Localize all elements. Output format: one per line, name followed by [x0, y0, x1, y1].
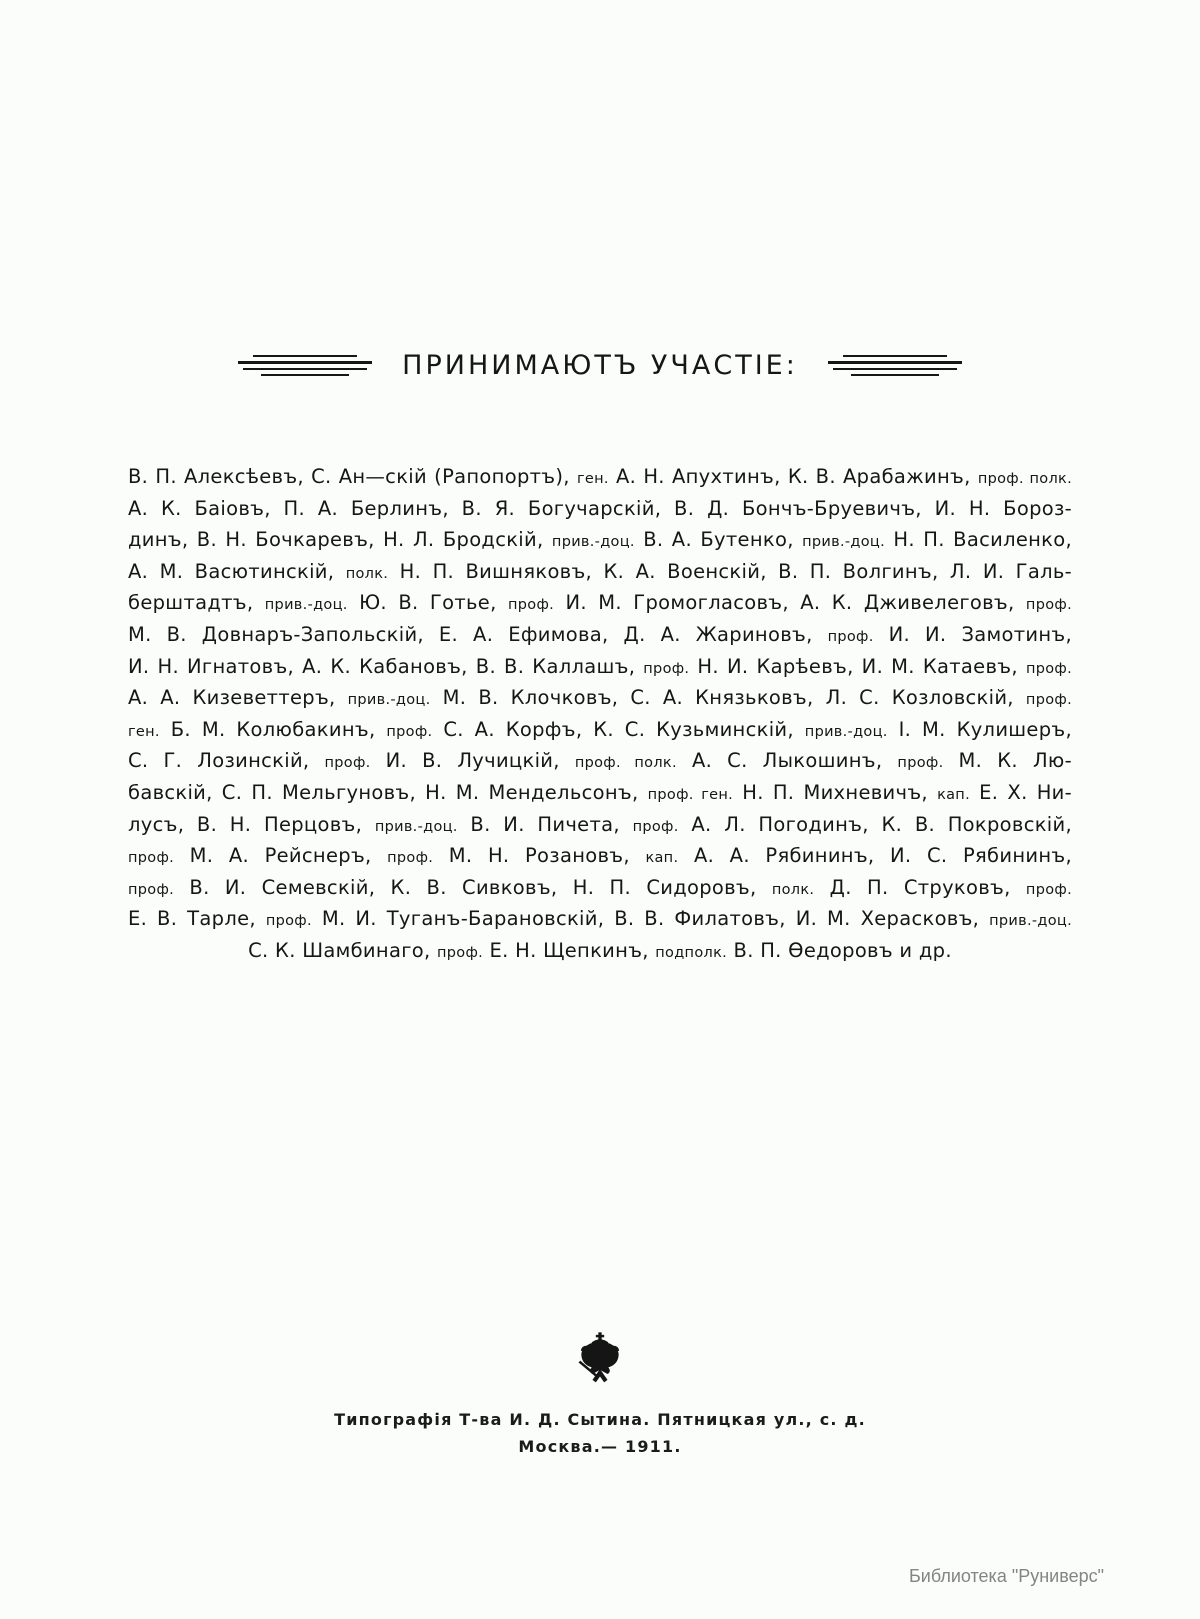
names-line-2	[128, 493, 1072, 525]
names-line-16	[128, 935, 1072, 967]
title-abbreviation: проф.	[632, 818, 679, 835]
title-abbreviation: ген.	[576, 471, 609, 487]
title-abbreviation: проф.	[387, 850, 434, 867]
names-text: берштадтъ,	[128, 591, 265, 615]
names-line-7	[128, 651, 1072, 683]
flourish-right-icon	[828, 355, 962, 376]
names-text: С. Г. Лозинскій,	[128, 749, 325, 773]
flourish-line	[843, 355, 947, 357]
names-text: Н. П. Михневичъ,	[733, 780, 938, 804]
title-abbreviation: проф.	[1025, 692, 1072, 709]
names-line-10	[128, 745, 1072, 777]
title-abbreviation: проф.	[827, 628, 874, 645]
names-text: М. Н. Розановъ,	[433, 844, 646, 868]
names-text: И. В. Лучицкій,	[370, 749, 575, 773]
names-line-14	[128, 872, 1072, 904]
title-abbreviation: прив.-доц.	[551, 534, 635, 551]
section-header	[0, 350, 1200, 381]
names-text: М. А. Рейснеръ,	[174, 844, 388, 868]
names-text: М. В. Клочковъ, С. А. Князьковъ, Л. С. Козловскій,	[430, 686, 1026, 710]
names-text: В. И. Семевскій, К. В. Сивковъ, Н. П. Сидоровъ,	[174, 875, 772, 899]
title-abbreviation: проф.	[386, 723, 433, 740]
names-text: бавскій, С. П. Мельгуновъ, Н. М. Мендельсонъ,	[128, 780, 648, 804]
title-abbreviation: проф.	[265, 913, 312, 930]
title-abbreviation: полк.	[345, 565, 389, 582]
names-line-9	[128, 714, 1072, 746]
names-text: Н. И. Карѣевъ, И. М. Катаевъ,	[689, 654, 1026, 678]
title-abbreviation: проф.	[897, 755, 944, 772]
names-line-12	[128, 809, 1072, 841]
names-text: Н. П. Василенко,	[884, 528, 1072, 552]
title-abbreviation: прив.-доц.	[989, 913, 1072, 930]
imperial-eagle-icon	[575, 1332, 625, 1386]
names-text: І. М. Кулишеръ,	[887, 717, 1072, 741]
names-text: С. А. Корфъ, К. С. Кузьминскій,	[432, 717, 805, 741]
names-text: Е. В. Тарле,	[128, 907, 266, 931]
page-title: ПРИНИМАЮТЪ УЧАСТІЕ:	[402, 350, 798, 381]
names-text: В. И. Пичета,	[457, 812, 633, 836]
names-text: М. В. Довнаръ-Запольскій, Е. А. Ефимова, Д. А. Жариновъ,	[128, 622, 828, 646]
names-text: А. А. Кизеветтеръ,	[128, 686, 348, 710]
names-paragraph	[128, 461, 1072, 967]
names-line-13	[128, 840, 1072, 872]
names-text: Б. М. Колюбакинъ,	[159, 717, 387, 741]
imprint-block	[0, 1332, 1200, 1456]
title-abbreviation: полк.	[771, 881, 815, 898]
imprint-line1: Типографія Т-ва И. Д. Сытина. Пятницкая ул., с. д.	[334, 1410, 866, 1429]
names-text: И. Н. Игнатовъ, А. К. Кабановъ, В. В. Каллашъ,	[128, 654, 644, 678]
title-abbreviation: проф.	[436, 944, 484, 961]
title-abbreviation: проф. полк.	[977, 471, 1072, 487]
names-text: С. К. Шамбинаго,	[248, 938, 437, 962]
names-line-11	[128, 777, 1072, 809]
title-abbreviation: проф.	[643, 660, 690, 677]
names-line-4	[128, 556, 1072, 588]
imprint-line2: Москва.— 1911.	[518, 1437, 682, 1456]
names-text: В. П. Ѳедоровъ и др.	[727, 938, 952, 962]
names-line-1	[128, 461, 1072, 493]
title-abbreviation: проф.	[1025, 881, 1072, 898]
flourish-line	[851, 374, 939, 376]
flourish-line	[833, 368, 957, 370]
names-text: М. К. Лю-	[943, 749, 1072, 773]
flourish-line	[261, 374, 349, 376]
names-text: И. И. Замотинъ,	[873, 622, 1072, 646]
title-abbreviation: ген.	[128, 723, 160, 740]
names-line-8	[128, 682, 1072, 714]
names-line-5	[128, 587, 1072, 619]
names-line-3	[128, 524, 1072, 556]
names-text: А. Л. Погодинъ, К. В. Покровскій,	[678, 812, 1072, 836]
title-abbreviation: подполк.	[655, 944, 728, 961]
names-text: А. С. Лыкошинъ,	[676, 749, 898, 773]
title-abbreviation: прив.-доц.	[804, 723, 888, 740]
names-text: Н. П. Вишняковъ, К. А. Военскій, В. П. Волгинъ, Л. И. Галь-	[388, 559, 1072, 583]
names-text: динъ, В. Н. Бочкаревъ, Н. Л. Бродскій,	[128, 528, 552, 552]
names-text: В. А. Бутенко,	[634, 528, 803, 552]
title-abbreviation: прив.-доц.	[374, 818, 458, 835]
title-abbreviation: прив.-доц.	[802, 534, 885, 551]
names-text: Д. П. Струковъ,	[814, 875, 1026, 899]
names-line-6	[128, 619, 1072, 651]
names-text: В. П. Алексѣевъ, С. Ан—скій (Рапопортъ),	[128, 465, 577, 488]
flourish-line	[243, 368, 367, 370]
flourish-left-icon	[238, 355, 372, 376]
title-abbreviation: проф.	[128, 850, 175, 867]
names-text: А. К. Баіовъ, П. А. Берлинъ, В. Я. Богучарскій, В. Д. Бончъ-Бруевичъ, И. Н. Бороз-	[128, 496, 1072, 520]
title-abbreviation: проф.	[128, 881, 175, 898]
names-line-15	[128, 903, 1072, 935]
title-abbreviation: проф. ген.	[647, 786, 734, 803]
names-text: И. М. Громогласовъ, А. К. Дживелеговъ,	[554, 591, 1026, 615]
title-abbreviation: проф.	[1025, 660, 1072, 677]
names-text: А. М. Васютинскій,	[128, 559, 346, 583]
title-abbreviation: проф.	[324, 755, 371, 772]
names-text: М. И. Туганъ-Барановскій, В. В. Филатовъ, И. М. Херасковъ,	[311, 907, 990, 931]
title-abbreviation: кап.	[937, 786, 970, 803]
title-abbreviation: проф.	[508, 597, 555, 614]
names-text: А. А. Рябининъ, И. С. Рябининъ,	[678, 844, 1073, 868]
title-abbreviation: проф. полк.	[574, 755, 677, 772]
flourish-line	[238, 361, 372, 364]
flourish-line	[828, 361, 962, 364]
names-text: Е. Х. Ни-	[970, 780, 1072, 804]
title-abbreviation: прив.-доц.	[264, 597, 348, 614]
title-abbreviation: прив.-доц.	[347, 692, 431, 709]
title-abbreviation: проф.	[1025, 597, 1072, 614]
flourish-line	[253, 355, 357, 357]
names-text: А. Н. Апухтинъ, К. В. Арабажинъ,	[608, 465, 978, 488]
names-text: лусъ, В. Н. Перцовъ,	[128, 812, 375, 836]
library-credit: Библиотека "Руниверс"	[908, 1566, 1104, 1586]
title-abbreviation: кап.	[645, 850, 679, 867]
names-text: Е. Н. Щепкинъ,	[483, 938, 656, 962]
names-text: Ю. В. Готье,	[347, 591, 508, 615]
